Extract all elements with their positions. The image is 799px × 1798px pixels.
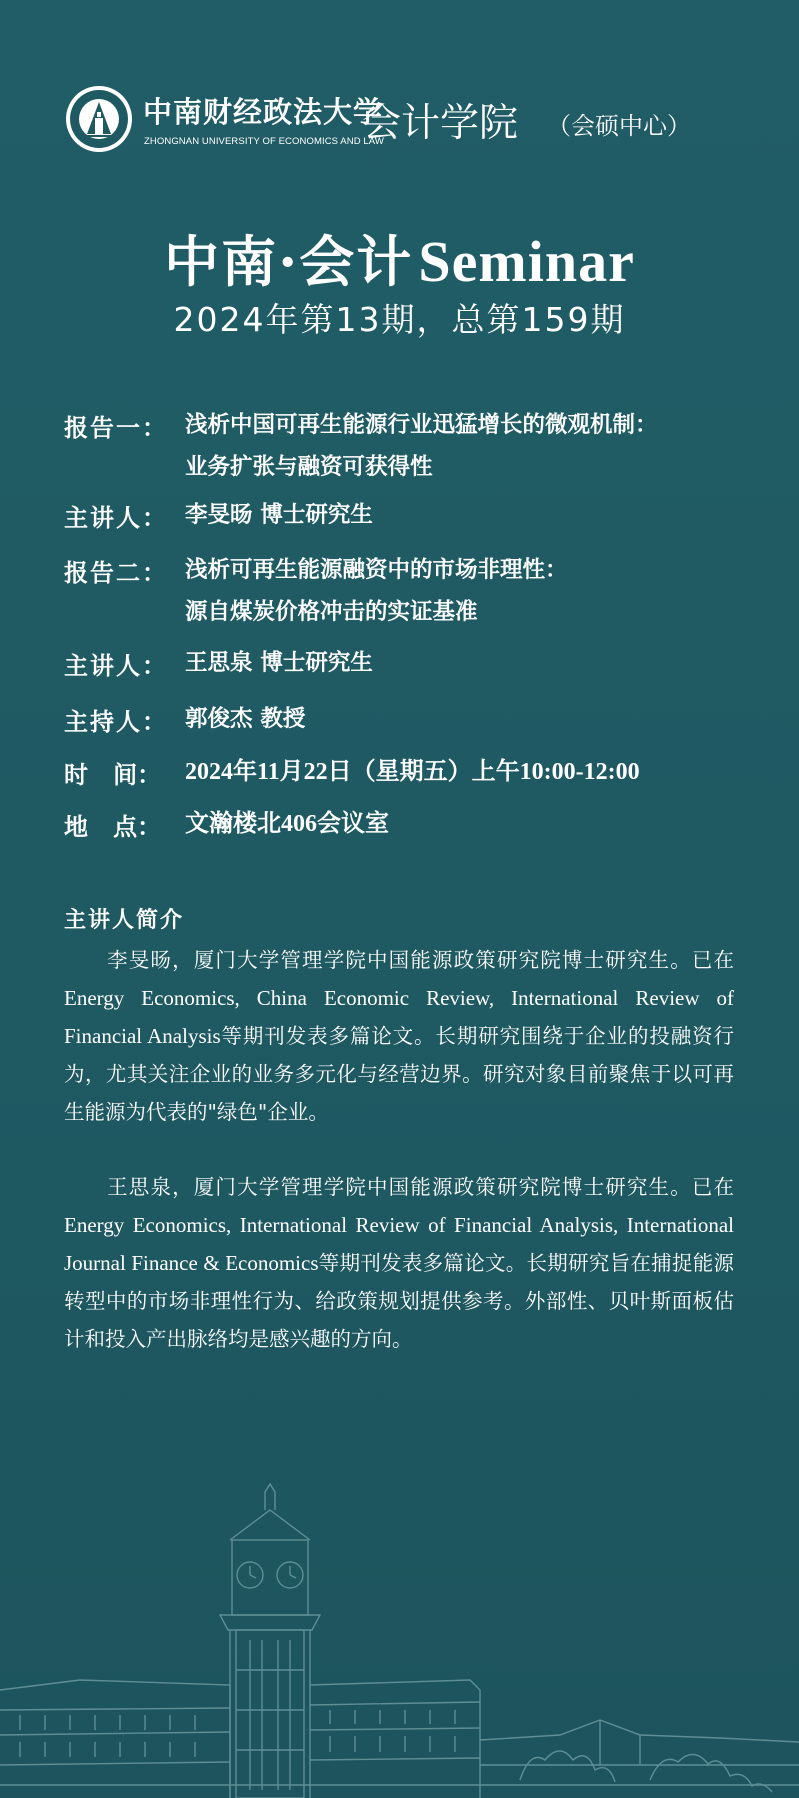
- report-two-title-line2: 源自煤炭价格冲击的实证基准: [185, 599, 478, 625]
- speaker-two-bio-journals: Energy Economics, International Review of Financial Analysis, International Journal Finance & Economics: [64, 1213, 734, 1275]
- event-place: 文瀚楼北406会议室: [185, 811, 389, 837]
- host-label: 主持人：: [64, 708, 168, 736]
- speaker-intro-heading: 主讲人简介: [64, 908, 185, 933]
- report-one-title-line1: 浅析中国可再生能源行业迅猛增长的微观机制：: [185, 412, 658, 438]
- speaker-two-bio-text-2: 等期刊发表多篇论文。长期研究旨在捕捉能源转型中的市场非理性行为、给政策规划提供参考。外部性、贝叶斯面板估计和投入产出脉络均是感兴趣的方向。: [64, 1251, 734, 1351]
- title-english: Seminar: [418, 229, 635, 294]
- title-chinese: 中南·会计: [164, 229, 414, 294]
- report-one-label: 报告一：: [64, 414, 168, 442]
- speaker-one-bio-text-1: 李旻旸，厦门大学管理学院中国能源政策研究院博士研究生。已在: [106, 948, 734, 972]
- host-name: 郭俊杰 教授: [185, 706, 306, 732]
- report-two-title-line1: 浅析可再生能源融资中的市场非理性：: [185, 557, 568, 583]
- place-label: 地 点：: [64, 813, 162, 841]
- speaker-two-name: 王思泉 博士研究生: [185, 650, 373, 676]
- speaker-two-bio: [64, 1168, 734, 1358]
- time-label: 时 间：: [64, 761, 162, 789]
- report-one-title-line2: 业务扩张与融资可获得性: [185, 454, 433, 480]
- campus-clocktower-illustration: [0, 1480, 799, 1798]
- speaker-two-bio-text-1: 王思泉，厦门大学管理学院中国能源政策研究院博士研究生。已在: [106, 1175, 734, 1199]
- speaker-one-bio-text-2: 等期刊发表多篇论文。长期研究围绕于企业的投融资行为，尤其关注企业的业务多元化与经营边界。研究对象目前聚焦于以可再生能源为代表的"绿色"企业。: [64, 1024, 734, 1124]
- header: [64, 84, 764, 158]
- college-subtitle: （会硕中心）: [547, 112, 691, 140]
- speaker-one-name: 李旻旸 博士研究生: [185, 502, 373, 528]
- speaker-one-label: 主讲人：: [64, 504, 168, 532]
- event-time: 2024年11月22日（星期五）上午10:00-12:00: [185, 759, 640, 785]
- report-two-label: 报告二：: [64, 559, 168, 587]
- college-name: 会计学院: [362, 101, 519, 146]
- speaker-one-bio-journals: Energy Economics, China Economic Review, International Review of Financial Analysis: [64, 986, 734, 1048]
- issue-number: 2024年第13期，总第159期: [173, 300, 626, 339]
- university-logo-icon: [64, 84, 134, 154]
- speaker-one-bio: [64, 941, 734, 1131]
- university-name-english: ZHONGNAN UNIVERSITY OF ECONOMICS AND LAW: [144, 136, 384, 147]
- speaker-two-label: 主讲人：: [64, 652, 168, 680]
- poster-title: [0, 218, 799, 297]
- university-name: 中南财经政法大学: [143, 95, 384, 129]
